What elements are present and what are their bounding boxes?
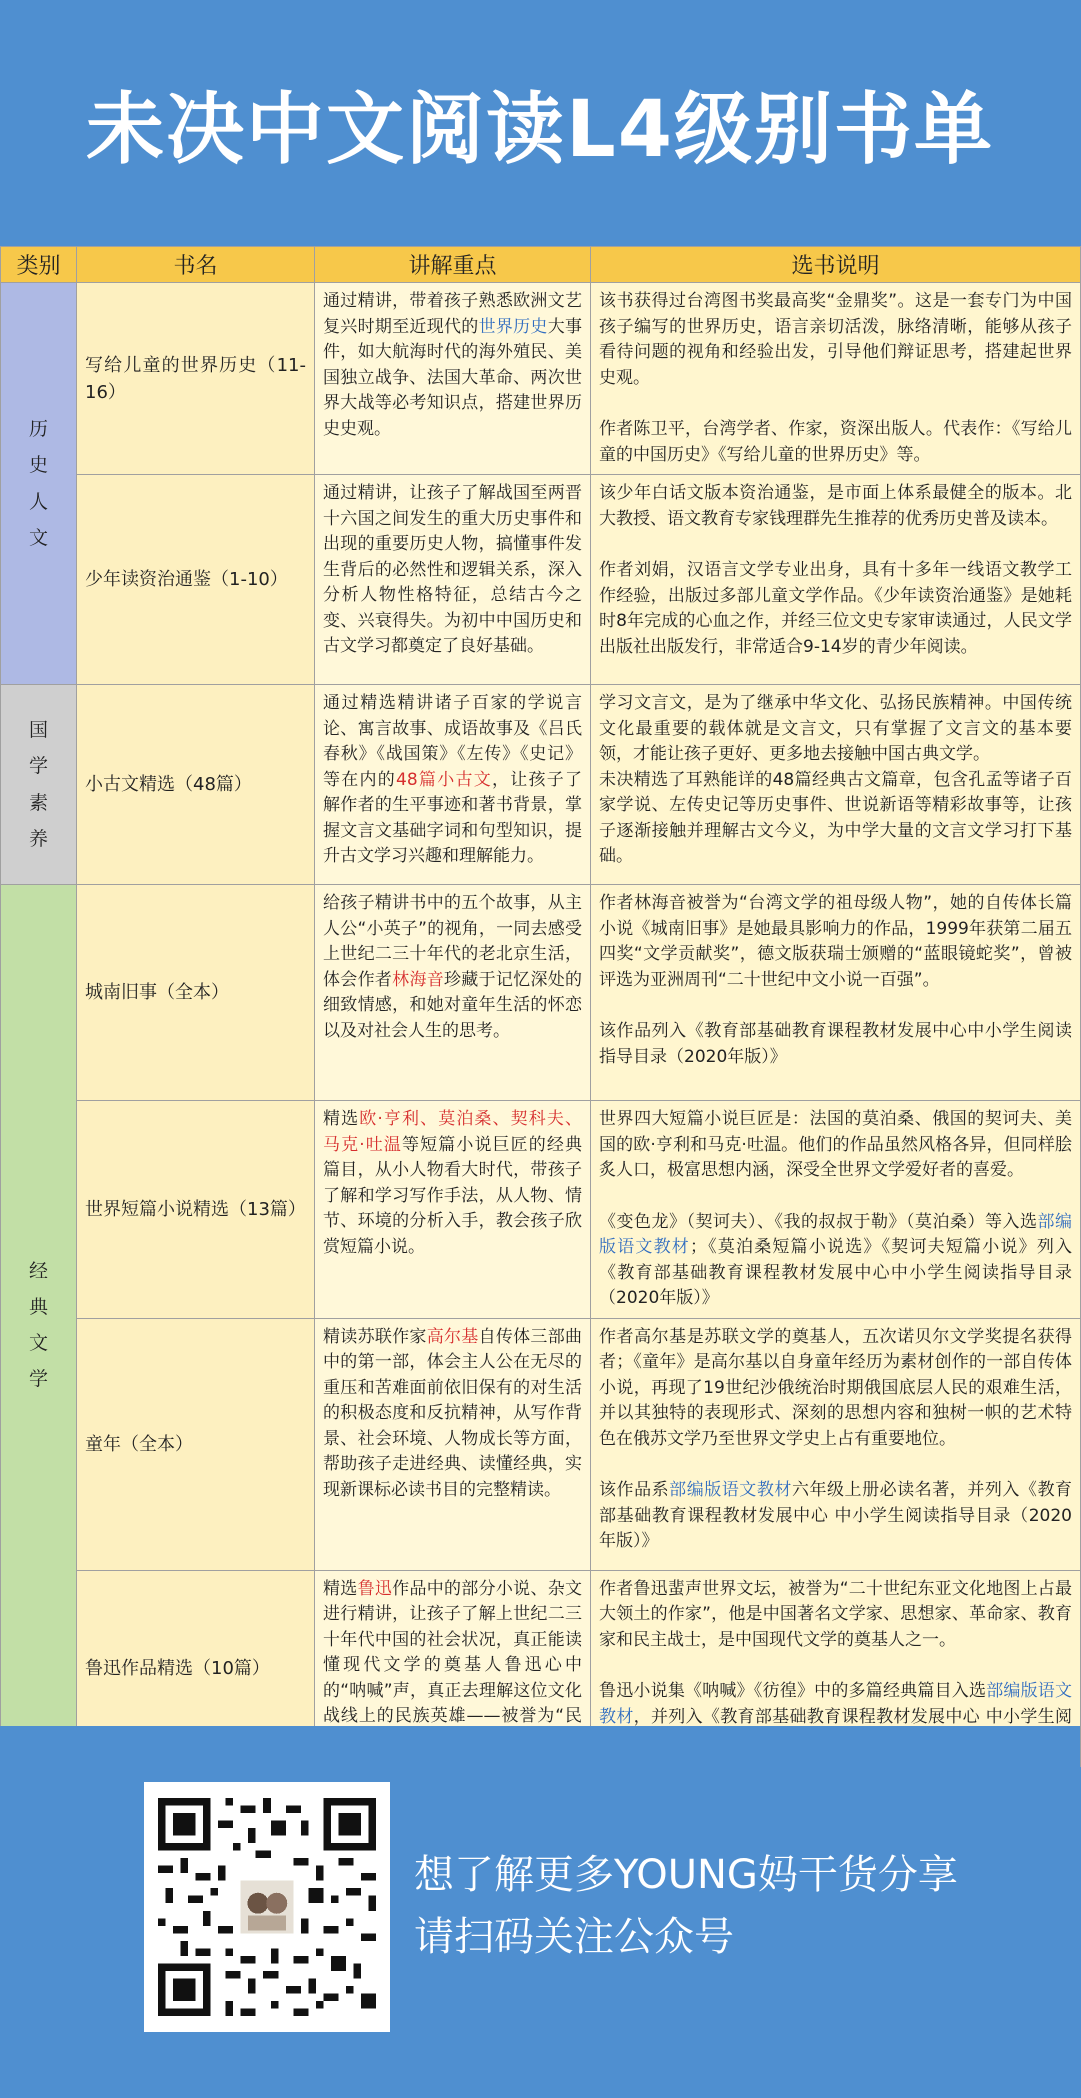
table-row — [1, 1318, 1081, 1570]
header-book: 书名 — [77, 247, 315, 283]
book-title: 少年读资治通鉴（1-10） — [77, 475, 315, 685]
page-title-text: 未决中文阅读L4级别书单 — [86, 85, 994, 175]
highlight-text: 欧·亨利、莫泊桑、契科夫、马克·吐温 — [323, 1109, 583, 1155]
footer-line-1: 想了解更多YOUNG妈干货分享 — [414, 1852, 958, 1898]
highlight-text: 世界历史 — [478, 316, 548, 337]
header-desc: 选书说明 — [591, 247, 1081, 283]
focus-cell: 精选鲁迅作品中的部分小说、杂文进行精讲，让孩子了解上世纪二三十年代中国的社会状况，真正能读懂现代文学的奠基人鲁迅心中的“呐喊”声，真正去理解这位文化战线上的民族英雄——被誉为“民 — [315, 1570, 591, 1766]
category-guoxue — [1, 685, 77, 885]
category-label: 历史人文 — [28, 418, 48, 549]
highlight-text: 鲁迅 — [357, 1578, 393, 1599]
table-row — [1, 1101, 1081, 1319]
table-row — [1, 475, 1081, 685]
highlight-text: 部编版语文教材 — [599, 1681, 1073, 1727]
highlight-text: 部编版语文教材 — [599, 1211, 1072, 1257]
header-focus: 讲解重点 — [315, 247, 591, 283]
footer-line-2: 请扫码关注公众号 — [414, 1914, 734, 1960]
book-title: 写给儿童的世界历史（11-16） — [77, 283, 315, 475]
focus-cell: 通过精选精讲诸子百家的学说言论、寓言故事、成语故事及《吕氏春秋》《战国策》《左传》《史记》等在内的48篇小古文，让孩子了解作者的生平事迹和著书背景，掌握文言文基础字词和句型知识，提升古文学习兴趣和理解能力。 — [315, 685, 591, 885]
book-title: 小古文精选（48篇） — [77, 685, 315, 885]
highlight-text: 部编版语文教材 — [669, 1480, 792, 1500]
desc-cell: 学习文言文，是为了继承中华文化、弘扬民族精神。中国传统文化最重要的载体就是文言文，只有掌握了文言文的基本要领，才能让孩子更好、更多地去接触中国古典文学。 未决精选了耳熟能详的48篇经典古文篇章，包含孔孟等诸子百家学说、左传史记等历史事件、世说新语等精彩故事等，让孩子逐渐接触并理解古文今义，为中学大量的文言文学习打下基础。 — [591, 685, 1081, 885]
desc-cell: 世界四大短篇小说巨匠是：法国的莫泊桑、俄国的契诃夫、美国的欧·亨利和马克·吐温。他们的作品虽然风格各异，但同样脍炙人口，极富思想内涵，深受全世界文学爱好者的喜爱。 《变色龙》（契诃夫）、《我的叔叔于勒》（莫泊桑）等入选部编版语文教材；《莫泊桑短篇小说选》《契诃夫短篇小说》列入《教育部基础教育课程教材发展中心中小学生阅读指导目录（2020年版）》 — [591, 1101, 1081, 1319]
desc-cell: 作者高尔基是苏联文学的奠基人，五次诺贝尔文学奖提名获得者；《童年》是高尔基以自身童年经历为素材创作的一部自传体小说，再现了19世纪沙俄统治时期俄国底层人民的艰难生活，并以其独特的表现形式、深刻的思想内容和独树一帜的艺术特色在俄苏文学乃至世界文学史上占有重要地位。 该作品系部编版语文教材六年级上册必读名著，并列入《教育部基础教育课程教材发展中心 中小学生阅读指导目录（2020年版）》 — [591, 1318, 1081, 1570]
focus-cell: 通过精讲，让孩子了解战国至两晋十六国之间发生的重大历史事件和出现的重要历史人物，搞懂事件发生背后的必然性和逻辑关系，深入分析人物性格特征，总结古今之变、兴衰得失。为初中中国历史和古文学习都奠定了良好基础。 — [315, 475, 591, 685]
book-list-table — [0, 246, 1080, 1726]
reading-table — [0, 246, 1081, 1767]
focus-cell: 给孩子精讲书中的五个故事，从主人公“小英子”的视角，一同去感受上世纪二三十年代的老北京生活，体会作者林海音珍藏于记忆深处的细致情感，和她对童年生活的怀恋以及对社会人生的思考。 — [315, 885, 591, 1101]
focus-cell: 精读苏联作家高尔基自传体三部曲中的第一部，体会主人公在无尽的重压和苦难面前依旧保有的对生活的积极态度和反抗精神，从写作背景、社会环境、人物成长等方面，帮助孩子走进经典、读懂经典，实现新课标必读书目的完整精读。 — [315, 1318, 591, 1570]
table-row — [1, 283, 1081, 475]
qr-code[interactable] — [144, 1782, 390, 2032]
table-row — [1, 885, 1081, 1101]
category-label: 国学素养 — [28, 719, 48, 850]
category-history — [1, 283, 77, 685]
book-title: 童年（全本） — [77, 1318, 315, 1570]
focus-cell: 精选欧·亨利、莫泊桑、契科夫、马克·吐温等短篇小说巨匠的经典篇目，从小人物看大时代，带孩子了解和学习写作手法，从人物、情节、环境的分析入手，教会孩子欣赏短篇小说。 — [315, 1101, 591, 1319]
book-title: 鲁迅作品精选（10篇） — [77, 1570, 315, 1766]
table-header-row — [1, 247, 1081, 283]
footer-text — [414, 1844, 958, 1968]
focus-cell: 通过精讲，带着孩子熟悉欧洲文艺复兴时期至近现代的世界历史大事件，如大航海时代的海外殖民、美国独立战争、法国大革命、两次世界大战等必考知识点，搭建世界历史史观。 — [315, 283, 591, 475]
desc-cell: 该书获得过台湾图书奖最高奖“金鼎奖”。这是一套专门为中国孩子编写的世界历史，语言亲切活泼，脉络清晰，能够从孩子看待问题的视角和经验出发，引导他们辩证思考，搭建起世界史观。 作者陈卫平，台湾学者、作家，资深出版人。代表作：《写给儿童的中国历史》《写给儿童的世界历史》等。 — [591, 283, 1081, 475]
category-label: 经典文学 — [28, 1260, 48, 1391]
desc-cell: 作者林海音被誉为“台湾文学的祖母级人物”，她的自传体长篇小说《城南旧事》是她最具影响力的作品，1999年获第二届五四奖“文学贡献奖”，德文版获瑞士颁赠的“蓝眼镜蛇奖”，曾被评选为亚洲周刊“二十世纪中文小说一百强”。 该作品列入《教育部基础教育课程教材发展中心中小学生阅读指导目录（2020年版）》 — [591, 885, 1081, 1101]
book-title: 世界短篇小说精选（13篇） — [77, 1101, 315, 1319]
category-classic — [1, 885, 77, 1767]
desc-cell: 作者鲁迅蜚声世界文坛，被誉为“二十世纪东亚文化地图上占最大领土的作家”，他是中国著名文学家、思想家、革命家、教育家和民主战士，是中国现代文学的奠基人之一。 鲁迅小说集《呐喊》《彷徨》中的多篇经典篇目入选部编版语文教材，并列入《教育部基础教育课程教材发展中心 中小学生阅 — [591, 1570, 1081, 1766]
footer — [0, 1726, 1080, 2098]
page-title — [0, 0, 1080, 246]
header-category: 类别 — [1, 247, 77, 283]
book-title: 城南旧事（全本） — [77, 885, 315, 1101]
highlight-text: 48篇小古文 — [396, 769, 492, 790]
desc-cell: 该少年白话文版本资治通鉴，是市面上体系最健全的版本。北大教授、语文教育专家钱理群先生推荐的优秀历史普及读本。 作者刘娟，汉语言文学专业出身，具有十多年一线语文教学工作经验，出版过多部儿童文学作品。《少年读资治通鉴》是她耗时8年完成的心血之作，并经三位文史专家审读通过，人民文学出版社出版发行，非常适合9-14岁的青少年阅读。 — [591, 475, 1081, 685]
qr-code-icon — [158, 1796, 376, 2018]
highlight-text: 林海音 — [392, 969, 445, 990]
table-row — [1, 685, 1081, 885]
highlight-text: 高尔基 — [426, 1326, 479, 1347]
